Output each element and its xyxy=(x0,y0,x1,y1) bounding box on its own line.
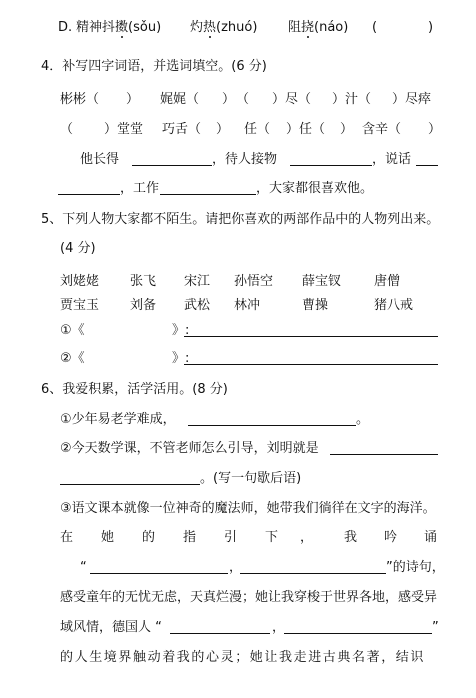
q6-heading: 6、我爱积累，活学活用。(8 分) xyxy=(41,382,228,397)
q6-item3-comma-2: ， xyxy=(272,620,286,635)
q6-item2b xyxy=(0,468,476,490)
character-name: 宋江 xyxy=(184,274,211,289)
q6-item1 xyxy=(0,409,476,431)
q5-blank2 xyxy=(0,348,476,370)
q6-item3-quote-close-2: ” xyxy=(432,620,439,635)
q6-item3-text-line3: 感受童年的无忧无虑，天真烂漫；她让我穿梭于世界各地，感受异 xyxy=(60,590,438,605)
q4-row3-text-b: ，待人接物 xyxy=(212,152,278,167)
q6-item3 xyxy=(0,498,476,520)
answer-blank[interactable] xyxy=(170,617,270,634)
q4-row1-text-d: ） xyxy=(222,92,236,107)
q4-row2-text-e: 任（ xyxy=(244,122,271,137)
q4-row2-text-c: 巧舌（ xyxy=(162,122,202,137)
q4-row2-text-b: ）堂堂 xyxy=(104,122,144,137)
q4-row1-text-a: 彬彬（ xyxy=(60,92,100,107)
q4-row2 xyxy=(0,119,476,141)
answer-blank[interactable] xyxy=(416,149,438,166)
character-name: 曹操 xyxy=(302,298,329,313)
q4-row3-text-c: ，说话 xyxy=(372,152,412,167)
q4-row3-text-a: 他长得 xyxy=(80,152,120,167)
q4-row2-text-d: ） xyxy=(216,122,230,137)
q6-heading-line xyxy=(0,379,476,401)
answer-blank[interactable] xyxy=(90,557,228,574)
spaced-char: 她 xyxy=(101,530,115,545)
q5-blank1 xyxy=(0,320,476,342)
q5-score: (4 分) xyxy=(60,241,96,256)
character-name: 孙悟空 xyxy=(234,274,274,289)
word-2: 灼热(zhuó) xyxy=(190,20,258,35)
spaced-char: ， xyxy=(300,530,314,545)
answer-blank[interactable] xyxy=(290,149,372,166)
character-name: 贾宝玉 xyxy=(60,298,100,313)
q6-item1-text: ①少年易老学难成， xyxy=(60,412,176,427)
q4-row1-text-b: ） xyxy=(126,92,140,107)
q4-row1-text-e: （ xyxy=(236,92,250,107)
q4-row2-text-i: ） xyxy=(428,122,442,137)
answer-blank[interactable] xyxy=(132,149,212,166)
character-name: 林冲 xyxy=(234,298,261,313)
q4-heading: 4．补写四字词语，并选词填空。(6 分) xyxy=(41,59,267,74)
q4-row4-text-b: ，大家都很喜欢他。 xyxy=(256,181,374,196)
answer-blank[interactable] xyxy=(188,409,356,426)
option-d-label: D. xyxy=(58,20,73,35)
q6-item3-comma: ， xyxy=(229,560,243,575)
character-name: 唐僧 xyxy=(374,274,401,289)
q5-heading: 5、下列人物大家都不陌生。请把你喜欢的两部作品中的人物列出来。 xyxy=(41,212,440,227)
q5-blank2-open: ②《 xyxy=(60,351,85,366)
q6-item3-quote-close: ”的诗句， xyxy=(386,560,445,575)
word-1: 精神抖擞(sǒu) xyxy=(76,20,162,35)
answer-blank[interactable] xyxy=(160,178,256,195)
q6-item3-quote-open: “ xyxy=(80,560,87,575)
q6-item2 xyxy=(0,438,476,460)
q4-row2-text-a: （ xyxy=(60,122,74,137)
character-name: 猪八戒 xyxy=(374,298,414,313)
q4-row2-text-f: ）任（ xyxy=(286,122,326,137)
q5-heading-line xyxy=(0,209,476,231)
spaced-char: 我 xyxy=(344,530,358,545)
q4-row1-text-f: ）尽（ xyxy=(272,92,312,107)
spaced-char: 下 xyxy=(265,530,279,545)
option-d-line xyxy=(0,17,476,39)
spaced-char: 指 xyxy=(183,530,197,545)
answer-blank[interactable] xyxy=(330,438,438,455)
spaced-char: 吟 xyxy=(384,530,398,545)
q4-row1 xyxy=(0,89,476,111)
q4-row2-text-h: 含辛（ xyxy=(362,122,402,137)
q5-names-row2 xyxy=(0,295,476,317)
q4-row1-text-c: 娓娓（ xyxy=(160,92,200,107)
q5-blank2-close: 》: xyxy=(172,351,190,366)
q6-item3-line2 xyxy=(0,557,476,579)
q4-row1-text-g: ）汁（ xyxy=(332,92,372,107)
q4-row4 xyxy=(0,178,476,200)
character-name: 张飞 xyxy=(130,274,157,289)
q6-item3-text-line5: 的人生境界触动着我的心灵；她让我走进古典名著，结识 xyxy=(60,650,426,665)
character-name: 刘姥姥 xyxy=(60,274,100,289)
q5-blank1-open: ①《 xyxy=(60,323,85,338)
character-name: 武松 xyxy=(184,298,211,313)
q5-score-line xyxy=(0,238,476,260)
spaced-char: 在 xyxy=(60,530,74,545)
q5-names-row1 xyxy=(0,271,476,293)
spaced-char: 的 xyxy=(142,530,156,545)
q6-item3-text: ③语文课本就像一位神奇的魔法师，她带我们徜徉在文字的海洋。 xyxy=(60,501,436,516)
q6-item1-end: 。 xyxy=(356,412,370,427)
spaced-char: 诵 xyxy=(424,530,438,545)
q4-row4-text-a: ，工作 xyxy=(120,181,160,196)
q4-heading-line xyxy=(0,56,476,78)
q6-item3-line5 xyxy=(0,647,476,669)
q6-item3-spaced-line xyxy=(0,527,476,549)
answer-blank[interactable] xyxy=(58,178,120,195)
q6-item3-line3 xyxy=(0,587,476,609)
word-3: 阻挠(náo) xyxy=(288,20,349,35)
character-name: 刘备 xyxy=(130,298,157,313)
q4-row3 xyxy=(0,149,476,171)
answer-paren-right: ) xyxy=(428,20,434,35)
q6-item2-text: ②今天数学课，不管老师怎么引导，刘明就是 xyxy=(60,441,319,456)
answer-blank[interactable] xyxy=(60,468,200,485)
answer-blank[interactable] xyxy=(184,320,438,337)
q6-item2-hint: 。(写一句歇后语) xyxy=(200,471,302,486)
q5-blank1-close: 》: xyxy=(172,323,190,338)
q6-item3-line4 xyxy=(0,617,476,639)
answer-blank[interactable] xyxy=(284,617,432,634)
character-name: 薛宝钗 xyxy=(302,274,342,289)
q4-row1-text-h: ）尽瘁 xyxy=(392,92,432,107)
answer-blank[interactable] xyxy=(184,348,438,365)
answer-paren-left: ( xyxy=(372,20,378,35)
q6-item3-text-line4: 域风情，德国人 “ xyxy=(60,620,162,635)
q4-row2-text-g: ） xyxy=(340,122,354,137)
spaced-char: 引 xyxy=(224,530,238,545)
answer-blank[interactable] xyxy=(240,557,386,574)
